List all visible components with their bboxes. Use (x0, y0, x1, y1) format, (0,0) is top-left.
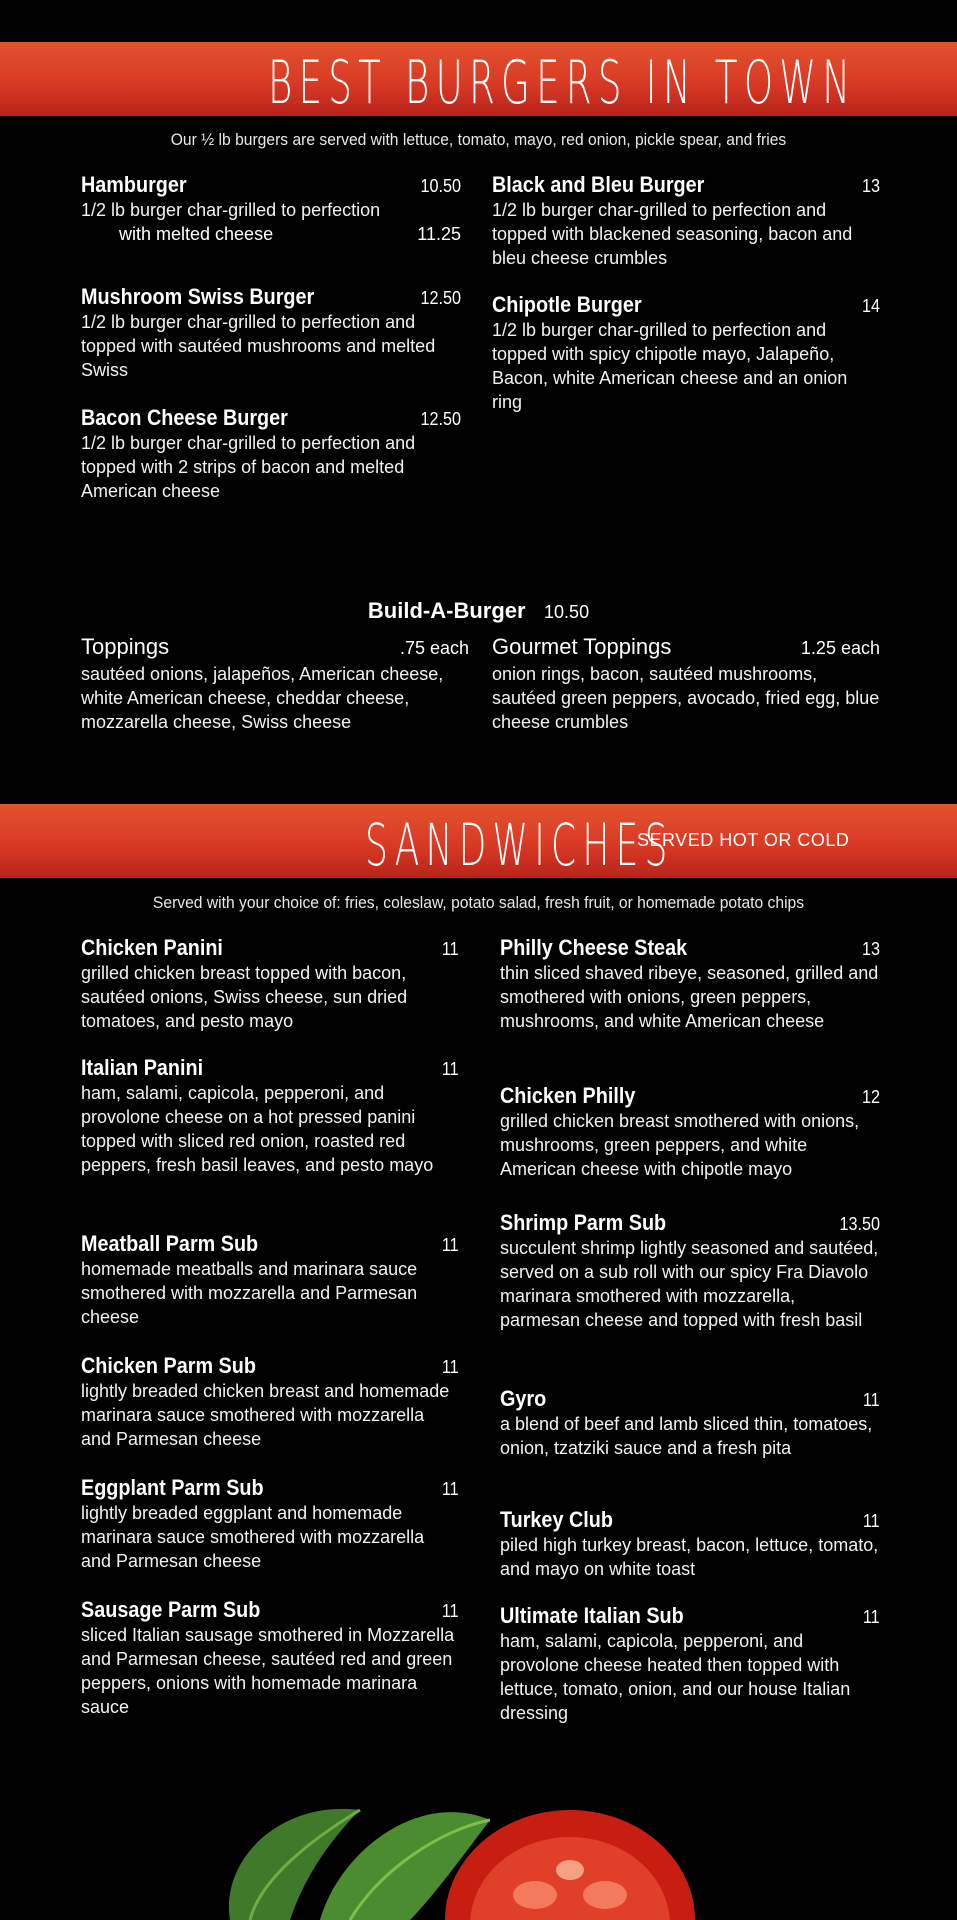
item-price: 11 (863, 1511, 880, 1531)
item-desc: a blend of beef and lamb sliced thin, tomatoes, onion, tzatziki sauce and a fresh pita (500, 1414, 873, 1458)
item-name: Shrimp Parm Sub (500, 1210, 667, 1235)
menu-item-gyro (500, 1386, 880, 1460)
item-name: Philly Cheese Steak (500, 935, 688, 960)
item-price: 11 (442, 1479, 459, 1499)
item-name: Sausage Parm Sub (81, 1597, 261, 1622)
item-name: Eggplant Parm Sub (81, 1475, 264, 1500)
gourmet-toppings-desc: onion rings, bacon, sautéed mushrooms, sautéed green peppers, avocado, fried egg, blue cheese crumbles (492, 664, 880, 732)
item-price: 13 (861, 939, 880, 959)
menu-item-sausage-parm-sub (81, 1597, 459, 1719)
item-name: Black and Bleu Burger (492, 172, 705, 197)
build-a-burger-header (0, 598, 957, 624)
item-desc: grilled chicken breast topped with bacon, sautéed onions, Swiss cheese, sun dried tomatoes, and pesto mayo (81, 963, 408, 1031)
item-price: 12 (861, 1087, 880, 1107)
menu-item-philly-cheese-steak (500, 935, 880, 1033)
item-price: 11 (442, 1059, 459, 1079)
toppings-label: Toppings (81, 634, 170, 659)
item-price: 11 (442, 1357, 459, 1377)
burgers-title: BEST BURGERS IN TOWN (268, 48, 857, 118)
item-price: 10.50 (420, 176, 461, 196)
toppings-block (81, 634, 469, 734)
item-desc: piled high turkey breast, bacon, lettuce, tomato, and mayo on white toast (500, 1535, 879, 1579)
item-name: Meatball Parm Sub (81, 1231, 259, 1256)
item-desc: 1/2 lb burger char-grilled to perfection and topped with sautéed mushrooms and melted Swiss (81, 312, 436, 380)
build-a-burger-title: Build-A-Burger (367, 598, 526, 623)
item-price: 11 (442, 939, 459, 959)
toppings-desc: sautéed onions, jalapeños, American cheese, white American cheese, cheddar cheese, mozzarella cheese, Swiss cheese (81, 664, 444, 732)
gourmet-toppings-block (492, 634, 880, 734)
item-extra-price: 11.25 (417, 224, 461, 244)
item-price: 11 (863, 1390, 880, 1410)
item-price: 11 (863, 1607, 880, 1627)
tomato-slice-icon (440, 1800, 700, 1920)
sandwiches-subtitle: Served with your choice of: fries, coleslaw, potato salad, fresh fruit, or homemade potato chips (152, 893, 805, 912)
item-name: Italian Panini (81, 1055, 204, 1080)
menu-item-chipotle-burger (492, 292, 880, 414)
item-name: Chicken Parm Sub (81, 1353, 256, 1378)
item-desc: thin sliced shaved ribeye, seasoned, grilled and smothered with onions, green peppers, mushrooms, and white American cheese (500, 963, 879, 1031)
item-price: 13.50 (839, 1214, 880, 1234)
item-name: Turkey Club (500, 1507, 613, 1532)
gourmet-toppings-price: 1.25 each (800, 638, 880, 658)
item-desc: lightly breaded chicken breast and homemade marinara sauce smothered with mozzarella and Parmesan cheese (81, 1381, 450, 1449)
gourmet-toppings-label: Gourmet Toppings (492, 634, 672, 659)
sandwiches-banner (0, 804, 957, 878)
menu-item-chicken-philly (500, 1083, 880, 1181)
sandwiches-tag: SERVED HOT OR COLD (637, 830, 850, 850)
burgers-subtitle: Our ½ lb burgers are served with lettuce, tomato, mayo, red onion, pickle spear, and fries (170, 130, 787, 149)
item-desc: 1/2 lb burger char-grilled to perfection and topped with spicy chipotle mayo, Jalapeño, Bacon, white American cheese and an onion ring (492, 320, 848, 412)
item-desc: 1/2 lb burger char-grilled to perfection and topped with blackened seasoning, bacon and bleu cheese crumbles (492, 200, 853, 268)
item-name: Ultimate Italian Sub (500, 1603, 684, 1628)
item-name: Bacon Cheese Burger (81, 405, 288, 430)
item-name: Chipotle Burger (492, 292, 642, 317)
item-desc: lightly breaded eggplant and homemade marinara sauce smothered with mozzarella and Parmesan cheese (81, 1503, 425, 1571)
item-desc: 1/2 lb burger char-grilled to perfection (81, 200, 381, 220)
item-desc: ham, salami, capicola, pepperoni, and provolone cheese heated then topped with lettuce, tomato, onion, and our house Italian dressing (500, 1631, 851, 1723)
menu-item-mushroom-swiss-burger (81, 284, 461, 382)
menu-item-ultimate-italian-sub (500, 1603, 880, 1725)
item-extra-label: with melted cheese (119, 224, 274, 244)
build-a-burger-price: 10.50 (544, 602, 590, 622)
item-name: Mushroom Swiss Burger (81, 284, 315, 309)
menu-item-hamburger (81, 172, 461, 246)
menu-item-turkey-club (500, 1507, 880, 1581)
menu-item-bacon-cheese-burger (81, 405, 461, 503)
menu-item-eggplant-parm-sub (81, 1475, 459, 1573)
menu-item-chicken-parm-sub (81, 1353, 459, 1451)
item-desc: homemade meatballs and marinara sauce smothered with mozzarella and Parmesan cheese (81, 1259, 418, 1327)
burgers-banner (0, 42, 957, 116)
item-price: 13 (861, 176, 880, 196)
menu-item-shrimp-parm-sub (500, 1210, 880, 1332)
menu-item-meatball-parm-sub (81, 1231, 459, 1329)
item-price: 14 (861, 296, 880, 316)
item-desc: grilled chicken breast smothered with onions, mushrooms, green peppers, and white American cheese with chipotle mayo (500, 1111, 860, 1179)
item-desc: ham, salami, capicola, pepperoni, and provolone cheese on a hot pressed panini topped with sliced red onion, roasted red peppers, fresh basil leaves, and pesto mayo (81, 1083, 434, 1175)
toppings-price: .75 each (399, 638, 469, 658)
menu-item-italian-panini (81, 1055, 459, 1177)
item-name: Chicken Panini (81, 935, 223, 960)
item-desc: succulent shrimp lightly seasoned and sautéed, served on a sub roll with our spicy Fra Diavolo marinara smothered with mozzarella, parmesan cheese and topped with fresh basil (500, 1238, 879, 1330)
item-price: 11 (442, 1601, 459, 1621)
item-price: 12.50 (420, 409, 461, 429)
item-name: Hamburger (81, 172, 187, 197)
menu-item-chicken-panini (81, 935, 459, 1033)
item-name: Gyro (500, 1386, 547, 1411)
menu-item-black-and-bleu-burger (492, 172, 880, 270)
item-name: Chicken Philly (500, 1083, 636, 1108)
item-price: 11 (442, 1235, 459, 1255)
item-desc: sliced Italian sausage smothered in Mozzarella and Parmesan cheese, sautéed red and green peppers, onions with homemade marinara sauce (81, 1625, 455, 1717)
sandwiches-title: SANDWICHES (365, 811, 674, 879)
item-desc: 1/2 lb burger char-grilled to perfection and topped with 2 strips of bacon and melted American cheese (81, 433, 416, 501)
item-extra-row (81, 222, 461, 246)
item-price: 12.50 (420, 288, 461, 308)
